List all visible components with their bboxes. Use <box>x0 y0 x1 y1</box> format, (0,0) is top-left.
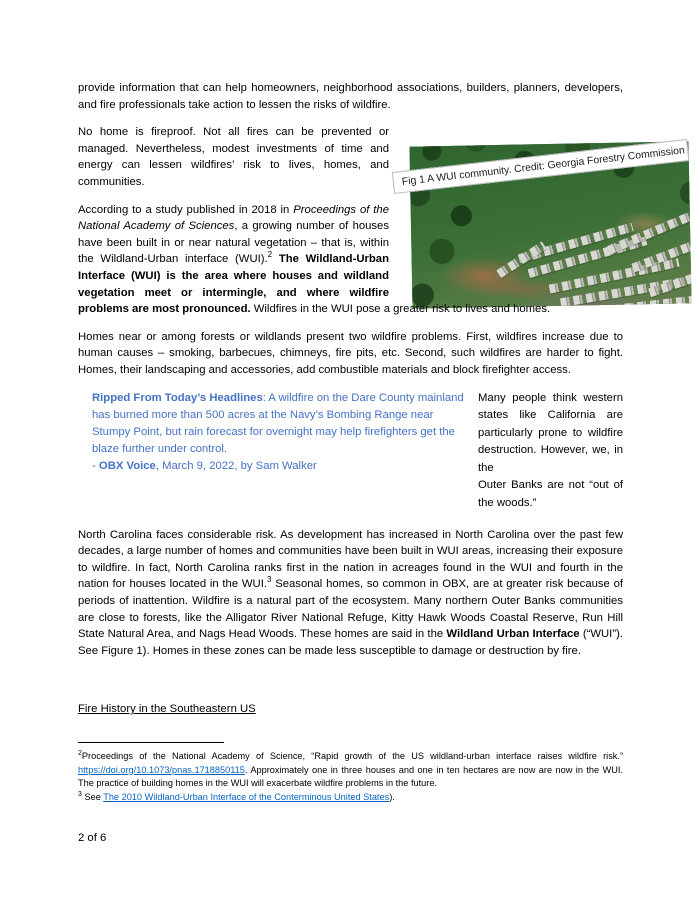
pullquote-body <box>92 390 468 458</box>
p3-segment-2: , a growing number of houses have been built in or near natural vegetation – that is, within the Wildland-Urban interface (WUI). <box>78 220 389 266</box>
paragraph-intro-continuation: provide information that can help homeowners, neighborhood associations, builders, planners, developers, and fire professionals take action to lessen the risks of wildfire. <box>78 82 623 111</box>
sidebar-paragraph-line2: Outer Banks are not “out of the woods.” <box>478 479 623 510</box>
p3-bold-definition: The Wildland-Urban Interface (WUI) is the area where houses and wildland vegetation meet or intermingle, and where wildfire problems are most pronounced. <box>78 253 389 316</box>
figure-caption-text: Fig 1 A WUI community. Credit: Georgia Forestry Commission <box>401 144 686 188</box>
footnote-3-text-1: See <box>81 791 104 802</box>
p6-bold-wui: Wildland Urban Interface <box>446 628 580 641</box>
attribution-rest: , March 9, 2022, by Sam Walker <box>155 459 317 472</box>
pullquote-text: : A wildfire on the Dare County mainland has burned more than 500 acres at the Navy’s Bombing Range near Stumpy Point, but rain forecast for overnight may help firefighters get the blaze further under control. <box>92 391 464 455</box>
p3-segment-1: According to a study published in 2018 in <box>78 203 294 216</box>
footnote-2-text-1: Proceedings of the National Academy of Science, “Rapid growth of the US wildland-urban interface raises wildfire risk.” <box>81 751 623 761</box>
attribution-dash: - <box>92 459 99 472</box>
footnote-separator-rule <box>78 742 224 743</box>
paragraph-two-wildfire-problems: Homes near or among forests or wildlands present two wildfire problems. First, wildfires increase due to human causes – smoking, barbecues, chimneys, fire pits, etc. Second, such wildfires are harder to fight. Homes, their landscaping and accessories, add combustible materials and block firefighter access. <box>78 330 623 376</box>
attribution-source: OBX Voice <box>98 459 156 472</box>
p6-segment-3: (“WUI”). See Figure 1). Homes in these zones can be made less susceptible to damage or destruction by fire. <box>78 628 623 657</box>
sidebar-column <box>468 390 623 513</box>
pullquote-and-sidebar-row <box>78 390 623 513</box>
footnote-2 <box>78 750 623 791</box>
pullquote-attribution <box>92 458 468 475</box>
heading-fire-history: Fire History in the Southeastern US <box>78 703 256 716</box>
p3-journal-title: Proceedings of the National Academy of Sciences <box>78 203 389 233</box>
footnote-3-report-link[interactable]: The 2010 Wildland-Urban Interface of the Conterminous United States <box>103 791 390 802</box>
footnote-2-marker: 2 <box>78 749 82 757</box>
p3-segment-3: Wildfires in the WUI pose a greater risk to lives and homes. <box>250 303 551 316</box>
pullquote-column <box>78 390 468 475</box>
footnote-2-doi-link[interactable]: https://doi.org/10.1073/pnas.1718850115 <box>78 764 245 775</box>
footnote-ref-2: 2 <box>267 250 273 260</box>
page-number-footer: 2 of 6 <box>78 832 107 844</box>
footnote-3-text-2: ). <box>389 791 395 802</box>
footnotes-area <box>78 742 623 804</box>
footnote-3 <box>78 791 623 805</box>
paragraph-no-home-fireproof: No home is fireproof. Not all fires can be prevented or managed. Nevertheless, modest investments of time and energy can lessen wildfires’ risk to lives, homes, and communities. <box>78 126 389 188</box>
p6-segment-2: Seasonal homes, so common in OBX, are at greater risk because of periods of inattention. Wildfire is a natural part of the ecosystem. Many northern Outer Banks communities are close to forests, like the Alligator River National Refuge, Kitty Hawk Woods Coastal Reserve, Run Hill State Natural Area, and Nags Head Woods. These homes are said in the <box>78 578 623 641</box>
pullquote-lead-label: Ripped From Today’s Headlines <box>92 391 263 404</box>
section-heading-wrapper <box>78 659 623 717</box>
paragraph-north-carolina-risk <box>78 527 623 660</box>
footnote-2-text-2: . Approximately one in three houses and one in ten hectares are now are now in the WUI. The practice of building homes in the WUI will exacerbate wildfire problems in the future. <box>78 764 623 789</box>
footnote-3-marker: 3 <box>78 790 82 798</box>
sidebar-paragraph-line1: Many people think western states like California are particularly prone to wildfire destruction. However, we, in the <box>478 391 623 474</box>
footnote-ref-3: 3 <box>266 575 272 585</box>
p6-segment-1: North Carolina faces considerable risk. As development has increased in North Carolina over the past few decades, a large number of homes and communities have been built in WUI areas, increasing their exposure to wildfire. In fact, North Carolina ranks first in the nation in acreages found in the WUI and fourth in the nation for houses located in the WUI. <box>78 528 623 591</box>
